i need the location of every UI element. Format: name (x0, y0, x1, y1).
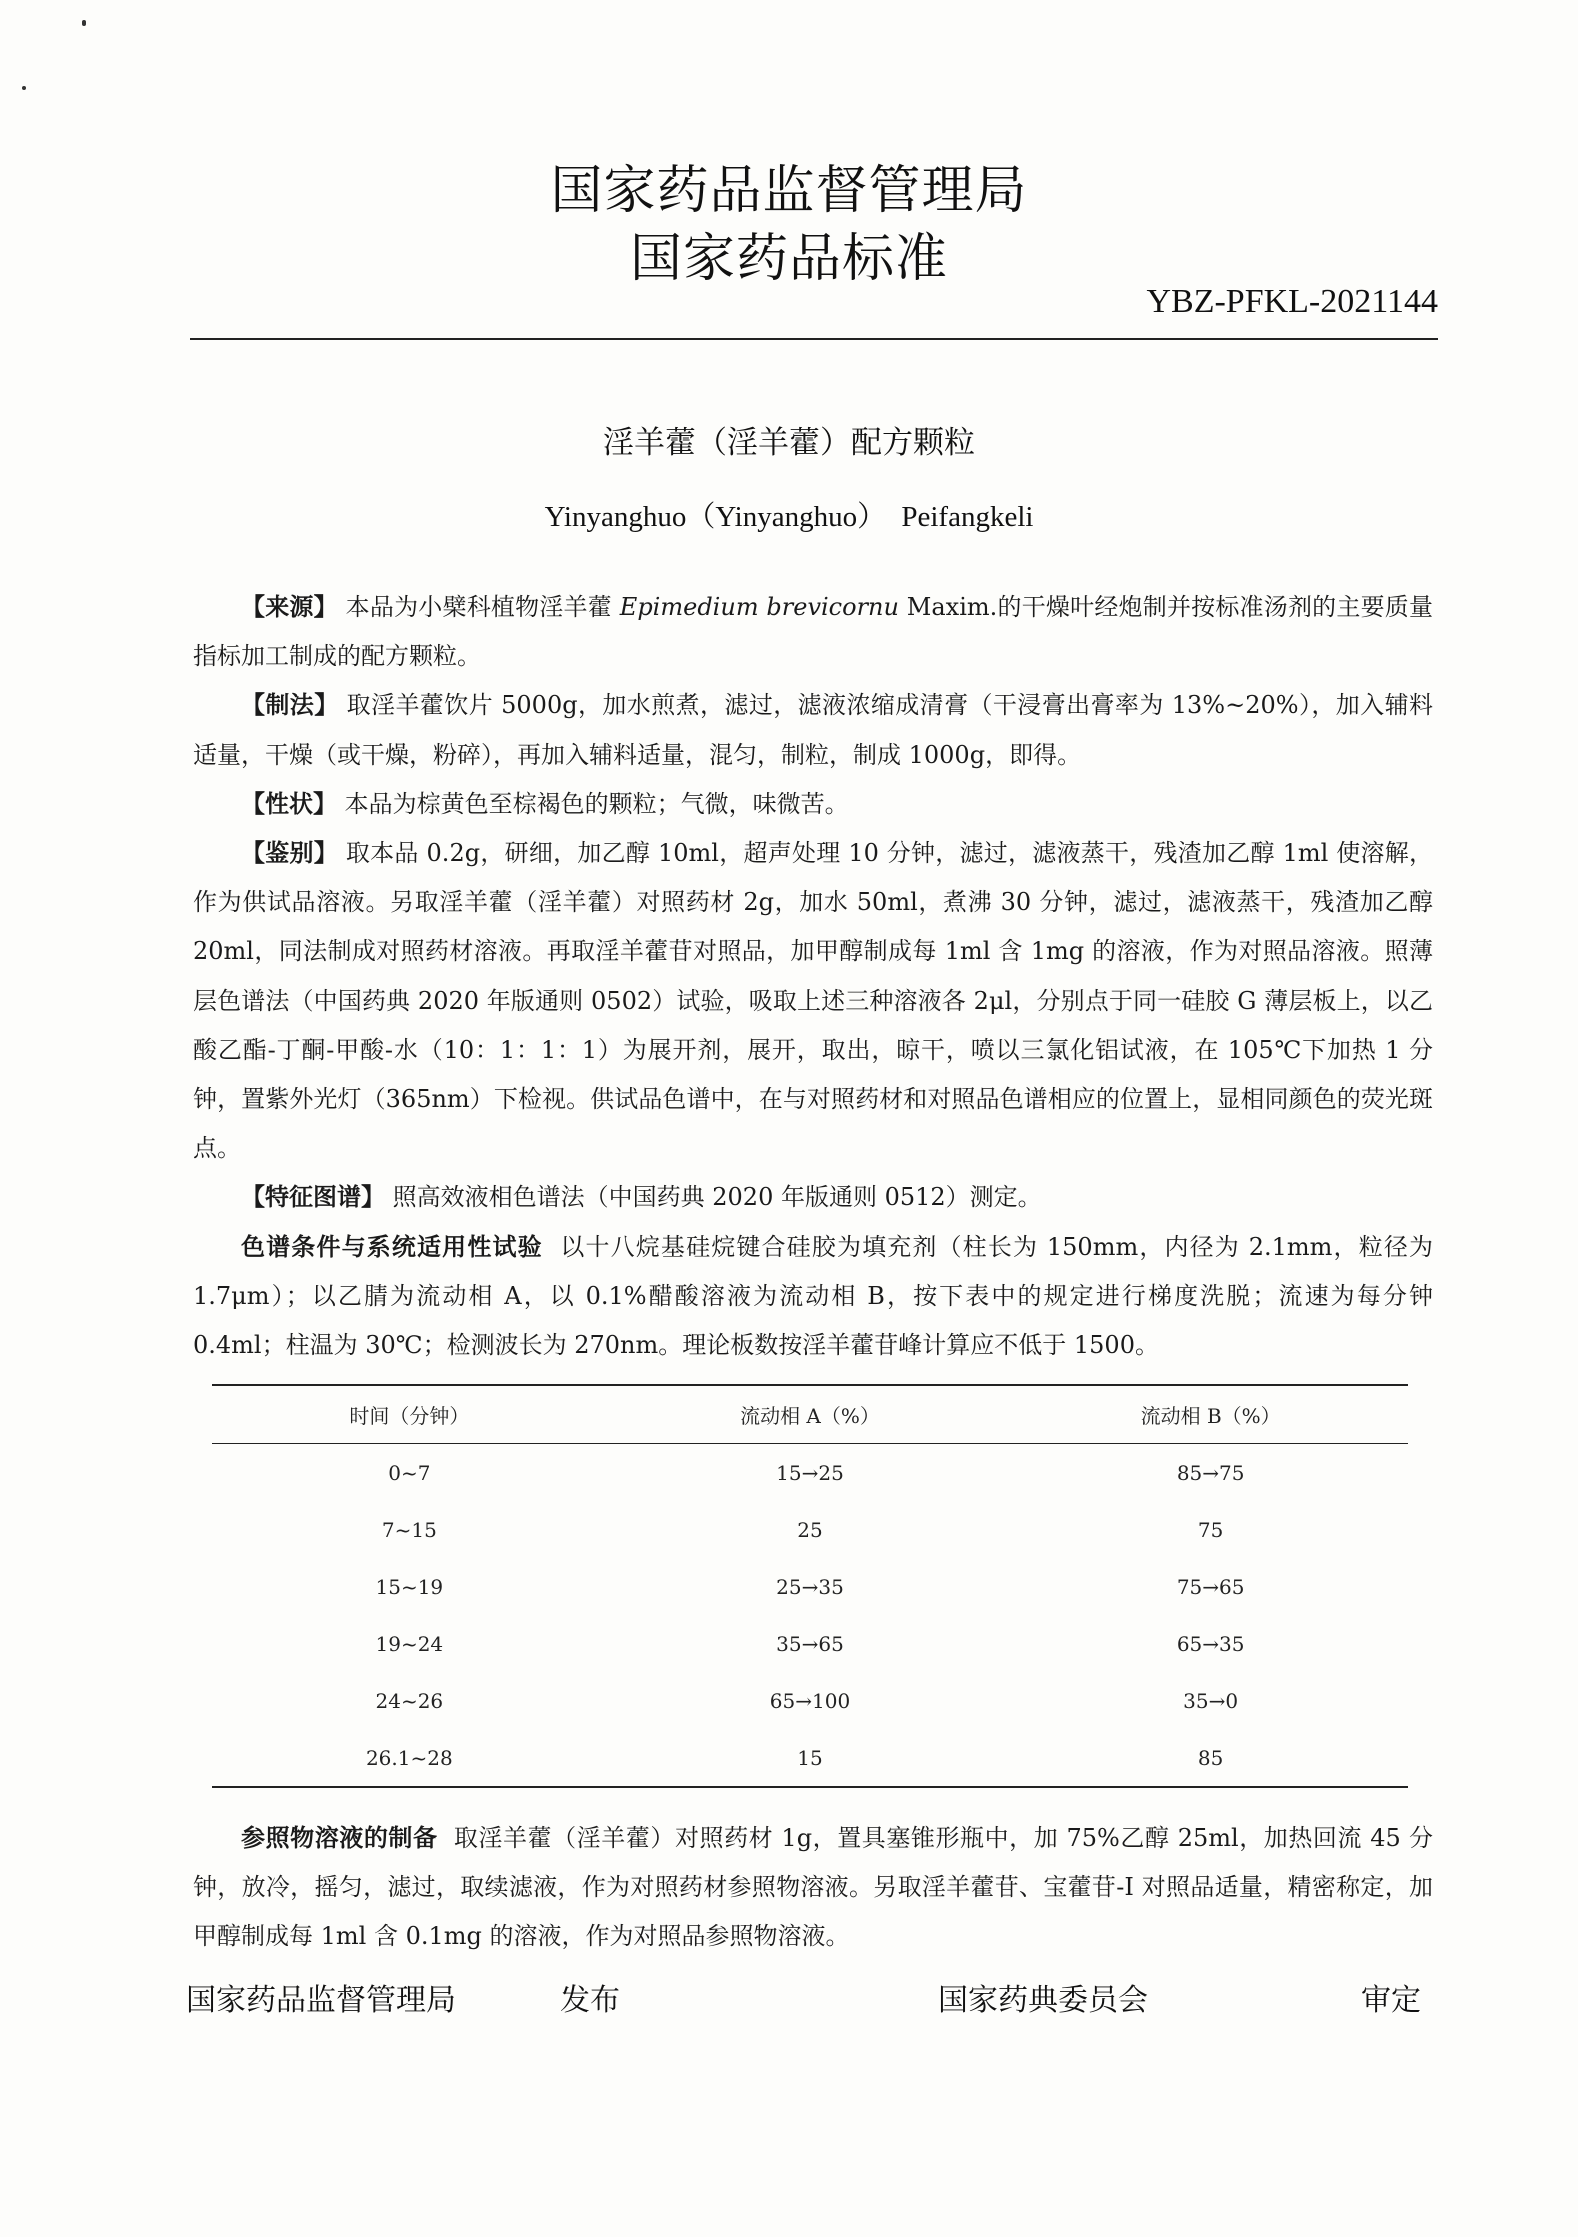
time-cell: 19~24 (375, 1631, 444, 1656)
identification-label: 【鉴别】 (241, 839, 339, 868)
column-header-phase-b: 流动相 B（%） (1013, 1385, 1408, 1444)
source-text-before: 本品为小檗科植物淫羊藿 (345, 593, 620, 621)
monograph-body (193, 583, 1433, 1370)
phase-b-cell: 75→65 (1176, 1574, 1245, 1599)
time-cell: 7~15 (381, 1517, 437, 1542)
phase-b-cell: 85→75 (1176, 1460, 1245, 1485)
source-label: 【来源】 (241, 593, 338, 621)
reference-solution-label: 参照物溶液的制备 (241, 1824, 438, 1852)
chromatography-text: 以十八烷基硅烷键合硅胶为填充剂（柱长为 150mm，内径为 2.1mm，粒径为 1.7μm）；以乙腈为流动相 A，以 0.1%醋酸溶液为流动相 B，按下表中的规定进行梯度洗脱；流速为每分钟 0.4ml；柱温为 30℃；检测波长为 270nm。理论板数按淫羊藿苷峰计算应不低于 1500。 (193, 1232, 1434, 1360)
document-title: 淫羊藿（淫羊藿）配方颗粒 (603, 425, 975, 461)
table-row (212, 1615, 1408, 1672)
section-chromatography (193, 1223, 1433, 1371)
publisher-name: 国家药品监督管理局 (186, 1983, 456, 2018)
review-label: 审定 (1361, 1983, 1421, 2018)
gradient-table (212, 1384, 1408, 1788)
time-cell: 0~7 (388, 1460, 431, 1485)
phase-a-cell: 35→65 (776, 1631, 844, 1656)
preparation-label: 【制法】 (241, 691, 339, 720)
latin-name: Epimedium brevicornu (619, 593, 899, 621)
phase-a-cell: 65→100 (769, 1688, 851, 1713)
time-cell: 26.1~28 (365, 1745, 453, 1770)
scan-speck (82, 20, 86, 26)
phase-a-cell: 25→35 (776, 1574, 844, 1599)
table-row (212, 1558, 1408, 1615)
reference-solution-body (193, 1814, 1433, 1962)
document-subtitle-pinyin: Yinyanghuo（Yinyanghuo） Peifangkeli (544, 501, 1034, 533)
phase-b-cell: 75 (1197, 1517, 1224, 1542)
phase-b-cell: 65→35 (1176, 1631, 1245, 1656)
table-row (212, 1729, 1408, 1787)
time-cell: 15~19 (375, 1574, 444, 1599)
preparation-text: 取淫羊藿饮片 5000g，加水煎煮，滤过，滤液浓缩成清膏（干浸膏出膏率为 13%~20%），加入辅料适量，干燥（或干燥，粉碎），再加入辅料适量，混匀，制粒，制成 1000g，即得。 (193, 691, 1433, 769)
table-row (212, 1672, 1408, 1729)
phase-a-cell: 25 (797, 1517, 823, 1542)
section-reference-solution (193, 1814, 1433, 1962)
reference-solution-text: 取淫羊藿（淫羊藿）对照药材 1g，置具塞锥形瓶中，加 75%乙醇 25ml，加热回流 45 分钟，放冷，摇匀，滤过，取续滤液，作为对照药材参照物溶液。另取淫羊藿苷、宝藿苷-I 对照品适量，精密称定，加甲醇制成每 1ml 含 0.1mg 的溶液，作为对照品参照物溶液。 (193, 1824, 1433, 1951)
header-rule (190, 338, 1438, 340)
phase-b-cell: 35→0 (1183, 1688, 1239, 1713)
source-text-after: Maxim.的干燥叶经炮制并按标准汤剂的主要质量指标加工制成的配方颗粒。 (193, 593, 1434, 671)
column-header-time: 时间（分钟） (212, 1385, 607, 1444)
fingerprint-text: 照高效液相色谱法（中国药典 2020 年版通则 0512）测定。 (392, 1183, 1042, 1212)
standard-type-header: 国家药品标准 (629, 229, 948, 289)
publish-label: 发布 (560, 1983, 620, 2018)
time-cell: 24~26 (375, 1688, 444, 1713)
phase-a-cell: 15→25 (776, 1460, 844, 1485)
reviewer-name: 国家药典委员会 (938, 1983, 1148, 2018)
characteristics-text: 本品为棕黄色至棕褐色的颗粒；气微，味微苦。 (344, 789, 849, 818)
identification-text: 取本品 0.2g，研细，加乙醇 10ml，超声处理 10 分钟，滤过，滤液蒸干，残渣加乙醇 1ml 使溶解，作为供试品溶液。另取淫羊藿（淫羊藿）对照药材 2g，加水 50ml，煮沸 30 分钟，滤过，滤液蒸干，残渣加乙醇 20ml，同法制成对照药材溶液。再取淫羊藿苷对照品，加甲醇制成每 1ml 含 1mg 的溶液，作为对照品溶液。照薄层色谱法（中国药典 2020 年版通则 0502）试验，吸取上述三种溶液各 2μl，分别点于同一硅胶 G 薄层板上，以乙酸乙酯-丁酮-甲酸-水（10：1：1：1）为展开剂，展开，取出，晾干，喷以三氯化铝试液，在 105℃下加热 1 分钟，置紫外光灯（365nm）下检视。供试品色谱中，在与对照药材和对照品色谱相应的位置上，显相同颜色的荧光斑点。 (193, 839, 1433, 1163)
characteristics-label: 【性状】 (241, 789, 337, 818)
section-preparation (193, 681, 1433, 779)
scan-speck (22, 86, 26, 90)
authority-header: 国家药品监督管理局 (550, 161, 1028, 221)
table-header-row (212, 1385, 1408, 1444)
table-row (212, 1501, 1408, 1558)
phase-a-cell: 15 (797, 1745, 823, 1770)
section-characteristics (193, 780, 1433, 829)
section-identification (193, 829, 1433, 1173)
table-row (212, 1444, 1408, 1502)
section-fingerprint (193, 1173, 1433, 1222)
standard-code: YBZ-PFKL-2021144 (1146, 283, 1438, 320)
chromatography-label: 色谱条件与系统适用性试验 (241, 1232, 543, 1261)
phase-b-cell: 85 (1197, 1745, 1224, 1770)
section-source (193, 583, 1433, 681)
column-header-phase-a: 流动相 A（%） (607, 1385, 1014, 1444)
fingerprint-label: 【特征图谱】 (241, 1183, 385, 1212)
